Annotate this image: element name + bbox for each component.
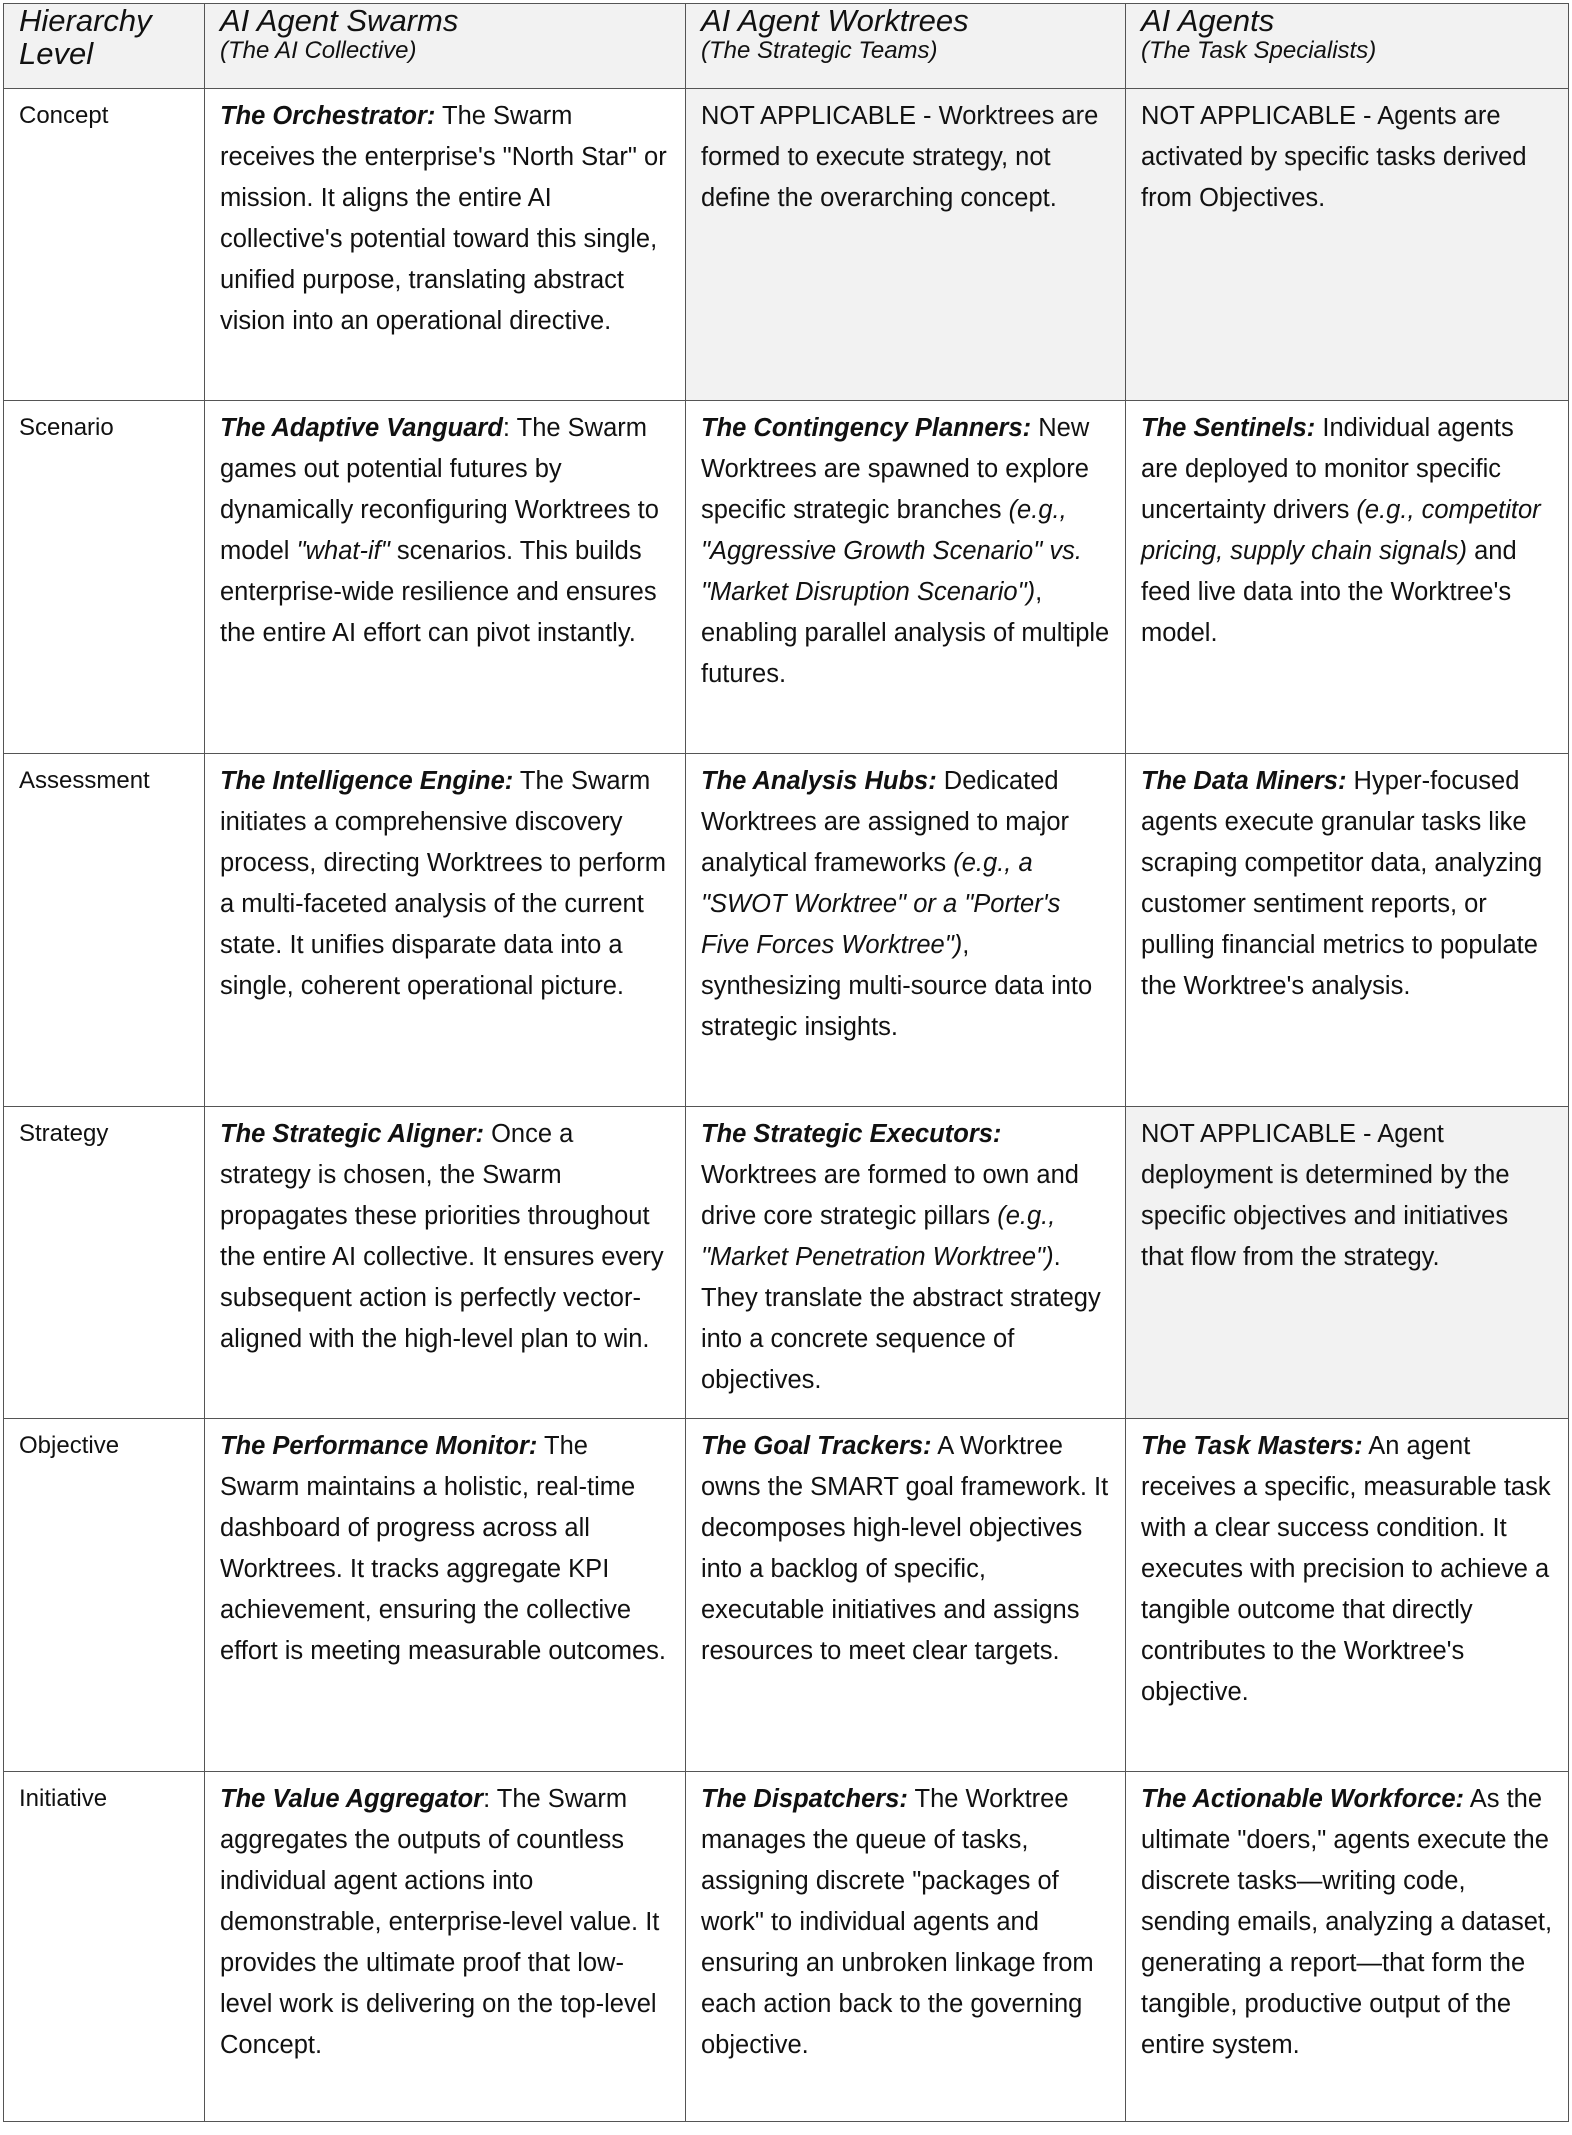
agent-cell-not-applicable [1126, 1107, 1569, 1419]
row-initiative [4, 1772, 1569, 2122]
cell-text: Once a strategy is chosen, the Swarm propagates these priorities throughout the entire AI collective. It ensures every subsequent action is perfectly vector-aligned with the high-level plan to win. [220, 1120, 664, 1353]
worktree-cell [686, 754, 1126, 1107]
role-label: The Contingency Planners: [701, 414, 1032, 442]
cell-text: Dedicated Worktrees are assigned to major analytical frameworks (e.g., a "SWOT Worktree" or a "Porter's Five Forces Worktree"), synthesizing multi-source data into strategic insights. [701, 767, 1093, 1041]
cell-text: NOT APPLICABLE - Agents are activated by specific tasks derived from Objectives. [1141, 102, 1527, 212]
row-assessment [4, 754, 1569, 1107]
role-label: The Actionable Workforce: [1141, 1785, 1465, 1813]
role-label: The Goal Trackers: [701, 1432, 932, 1460]
level-label: Objective [4, 1419, 205, 1772]
row-objective [4, 1419, 1569, 1772]
example-text: (e.g., "Market Penetration Worktree") [701, 1202, 1056, 1271]
worktree-cell [686, 401, 1126, 754]
agent-cell [1126, 754, 1569, 1107]
example-text: (e.g., a "SWOT Worktree" or a "Porter's Five Forces Worktree") [701, 849, 1061, 959]
column-title: AI Agents [1141, 3, 1275, 38]
header-ai-agent-swarms [205, 4, 686, 89]
role-label: The Adaptive Vanguard [220, 414, 503, 442]
swarm-cell [205, 89, 686, 401]
swarm-cell [205, 1419, 686, 1772]
role-label: The Task Masters: [1141, 1432, 1363, 1460]
cell-text: : The Swarm games out potential futures by dynamically reconfiguring Worktrees to model "what-if" scenarios. This builds enterprise-wide resilience and ensures the entire AI effort can pivot instantly. [220, 414, 659, 647]
role-label: The Sentinels: [1141, 414, 1316, 442]
role-label: The Value Aggregator [220, 1785, 484, 1813]
role-label: The Performance Monitor: [220, 1432, 538, 1460]
role-label: The Strategic Executors: [701, 1120, 1002, 1148]
worktree-cell [686, 1419, 1126, 1772]
hierarchy-table [3, 3, 1569, 2122]
agent-cell [1126, 1772, 1569, 2122]
column-subtitle: (The Strategic Teams) [701, 37, 938, 64]
swarm-cell [205, 1107, 686, 1419]
worktree-cell [686, 1772, 1126, 2122]
header-ai-agents [1126, 4, 1569, 89]
cell-text: New Worktrees are spawned to explore specific strategic branches (e.g., "Aggressive Growth Scenario" vs. "Market Disruption Scenario"), enabling parallel analysis of multiple futures. [701, 414, 1110, 688]
role-label: The Dispatchers: [701, 1785, 908, 1813]
role-label: The Intelligence Engine: [220, 767, 514, 795]
column-title: AI Agent Swarms [220, 3, 459, 38]
swarm-cell [205, 401, 686, 754]
cell-text: NOT APPLICABLE - Agent deployment is determined by the specific objectives and initiatives that flow from the strategy. [1141, 1120, 1510, 1271]
cell-text: Hyper-focused agents execute granular tasks like scraping competitor data, analyzing customer sentiment reports, or pulling financial metrics to populate the Worktree's analysis. [1141, 767, 1543, 1000]
agent-cell [1126, 401, 1569, 754]
swarm-cell [205, 754, 686, 1107]
role-label: The Analysis Hubs: [701, 767, 937, 795]
column-subtitle: (The Task Specialists) [1141, 37, 1377, 64]
header-ai-agent-worktrees [686, 4, 1126, 89]
example-text: "what-if" [296, 537, 390, 565]
header-row [4, 4, 1569, 89]
level-label: Assessment [4, 754, 205, 1107]
level-label: Concept [4, 89, 205, 401]
role-label: The Orchestrator: [220, 102, 436, 130]
column-subtitle: (The AI Collective) [220, 37, 417, 64]
worktree-cell [686, 1107, 1126, 1419]
example-text: (e.g., "Aggressive Growth Scenario" vs. "Market Disruption Scenario") [701, 496, 1082, 606]
level-label: Scenario [4, 401, 205, 754]
row-strategy [4, 1107, 1569, 1419]
cell-text: : The Swarm aggregates the outputs of countless individual agent actions into demonstrable, enterprise-level value. It provides the ultimate proof that low-level work is delivering on the top-level Concept. [220, 1785, 660, 2059]
cell-text: As the ultimate "doers," agents execute the discrete tasks—writing code, sending emails, analyzing a dataset, generating a report—that form the tangible, productive output of the entire system. [1141, 1785, 1553, 2059]
cell-text: A Worktree owns the SMART goal framework. It decomposes high-level objectives into a backlog of specific, executable initiatives and assigns resources to meet clear targets. [701, 1432, 1109, 1665]
worktree-cell-not-applicable [686, 89, 1126, 401]
agent-cell-not-applicable [1126, 89, 1569, 401]
cell-text: NOT APPLICABLE - Worktrees are formed to execute strategy, not define the overarching concept. [701, 102, 1099, 212]
role-label: The Data Miners: [1141, 767, 1347, 795]
row-scenario [4, 401, 1569, 754]
header-hierarchy-level [4, 4, 205, 89]
cell-text: Individual agents are deployed to monitor specific uncertainty drivers (e.g., competitor pricing, supply chain signals) and feed live data into the Worktree's model. [1141, 414, 1541, 647]
agent-cell [1126, 1419, 1569, 1772]
level-label: Strategy [4, 1107, 205, 1419]
role-label: The Strategic Aligner: [220, 1120, 485, 1148]
cell-text: The Swarm initiates a comprehensive discovery process, directing Worktrees to perform a multi-faceted analysis of the current state. It unifies disparate data into a single, coherent operational picture. [220, 767, 666, 1000]
level-label: Initiative [4, 1772, 205, 2122]
cell-text: The Swarm maintains a holistic, real-time dashboard of progress across all Worktrees. It tracks aggregate KPI achievement, ensuring the collective effort is meeting measurable outcomes. [220, 1432, 667, 1665]
hierarchy-level-heading: Hierarchy Level [19, 3, 152, 71]
cell-text: The Worktree manages the queue of tasks, assigning discrete "packages of work" to individual agents and ensuring an unbroken linkage from each action back to the governing objective. [701, 1785, 1094, 2059]
cell-text: An agent receives a specific, measurable task with a clear success condition. It executes with precision to achieve a tangible outcome that directly contributes to the Worktree's objective. [1141, 1432, 1551, 1706]
cell-text: The Swarm receives the enterprise's "North Star" or mission. It aligns the entire AI collective's potential toward this single, unified purpose, translating abstract vision into an operational directive. [220, 102, 667, 335]
swarm-cell [205, 1772, 686, 2122]
row-concept [4, 89, 1569, 401]
cell-text: Worktrees are formed to own and drive core strategic pillars (e.g., "Market Penetration Worktree"). They translate the abstract strategy into a concrete sequence of objectives. [701, 1161, 1101, 1394]
column-title: AI Agent Worktrees [701, 3, 969, 38]
example-text: (e.g., competitor pricing, supply chain signals) [1141, 496, 1541, 565]
